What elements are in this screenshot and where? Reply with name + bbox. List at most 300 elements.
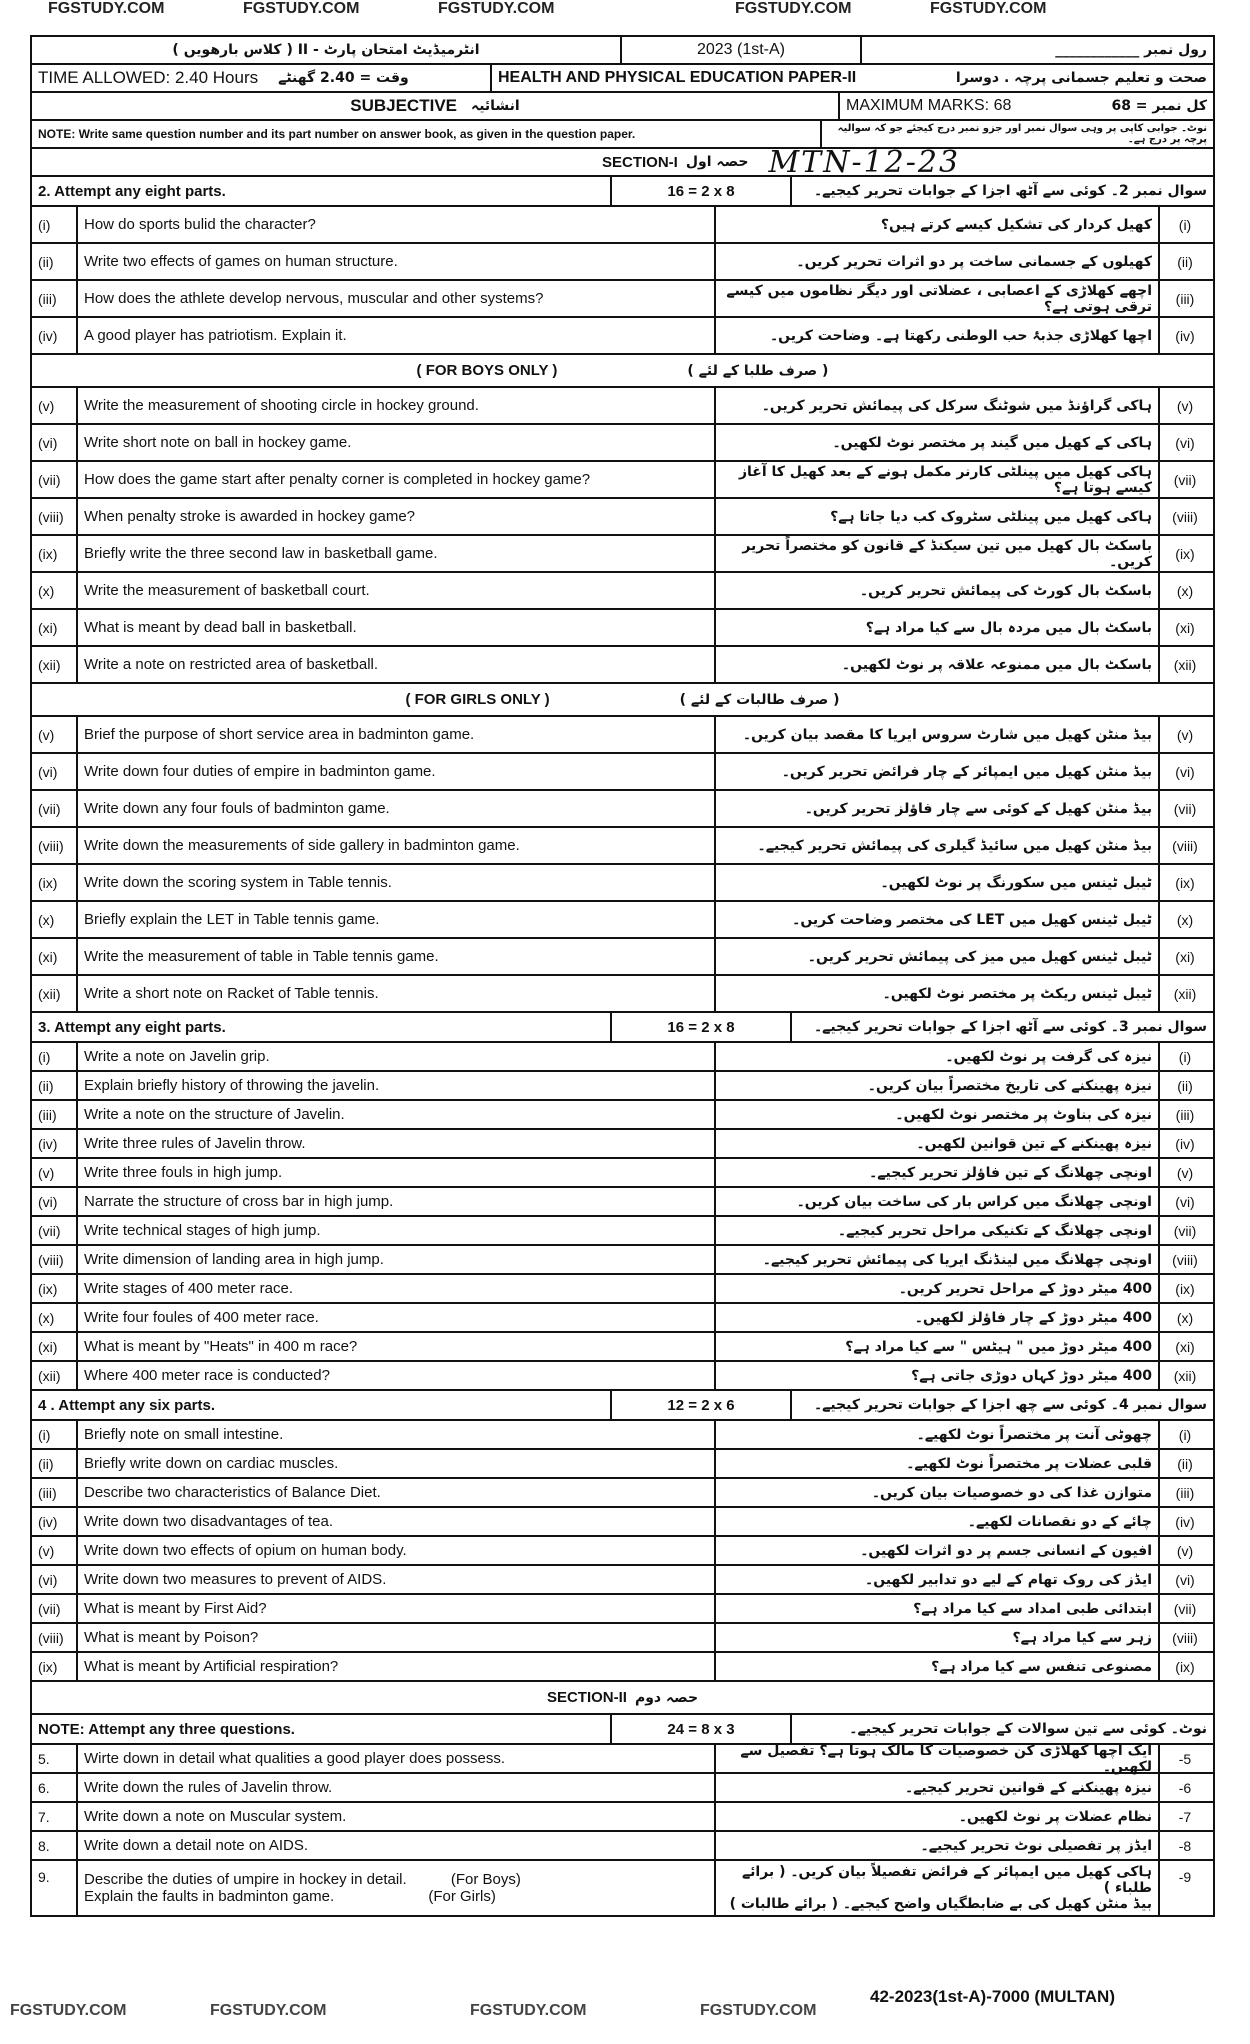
part-number: (xii) xyxy=(32,647,78,682)
boys-only-label: ( FOR BOYS ONLY ) xyxy=(416,362,558,379)
part-text-urdu: باسکٹ بال میں ممنوعہ علاقہ پر نوٹ لکھیں۔ xyxy=(716,647,1160,682)
part-text-english: Briefly write down on cardiac muscles. xyxy=(78,1450,716,1477)
part-text-english: Write the measurement of basketball court. xyxy=(78,573,716,608)
part-number: (vii) xyxy=(32,462,78,497)
part-text-urdu: بیڈ منٹن کھیل میں شارٹ سروس ایریا کا مقصد بیان کریں۔ xyxy=(716,717,1160,752)
part-number-urdu: (iii) xyxy=(1175,290,1195,307)
question-part-row xyxy=(30,1130,1215,1159)
q2-title: 2. Attempt any eight parts. xyxy=(32,177,612,205)
part-text-english: Briefly explain the LET in Table tennis game. xyxy=(78,902,716,937)
part-text-urdu: نیزہ کی گرفت پر نوٹ لکھیں۔ xyxy=(716,1043,1160,1070)
q3-title-urdu: سوال نمبر 3۔ کوئی سے آٹھ اجزا کے جوابات تحریر کیجیے۔ xyxy=(813,1019,1207,1035)
part-number-urdu: (viii) xyxy=(1172,1251,1198,1268)
part-number: (ix) xyxy=(32,865,78,900)
watermark-text: FGSTUDY.COM xyxy=(210,2002,327,2019)
exam-title-urdu: انٹرمیڈیٹ امتحان پارٹ - II ( کلاس بارھویں ) xyxy=(32,37,622,63)
subject-english: HEALTH AND PHYSICAL EDUCATION PAPER-II xyxy=(498,69,857,86)
q9-boys-urdu: ہاکی کھیل میں ایمپائر کے فرائض تفصیلاً بیان کریں۔ ( برائے طلباء ) xyxy=(741,1864,1152,1896)
part-number-urdu: (ix) xyxy=(1175,874,1195,891)
watermark-text: FGSTUDY.COM xyxy=(470,2002,587,2019)
question-part-row xyxy=(30,1188,1215,1217)
part-text-urdu: اچھے کھلاڑی کے اعصابی ، عضلاتی اور دیگر نظاموں میں کیسے ترقی ہوتی ہے؟ xyxy=(716,281,1160,316)
part-number-urdu: (i) xyxy=(1178,216,1192,233)
part-text-urdu: بیڈ منٹن کھیل میں ایمپائر کے چار فرائض تحریر کریں۔ xyxy=(716,754,1160,789)
max-marks-urdu: کل نمبر = 68 xyxy=(1111,98,1207,114)
part-text-english: Write a note on the structure of Javelin. xyxy=(78,1101,716,1128)
part-text-english: Write four foules of 400 meter race. xyxy=(78,1304,716,1331)
watermark-text: FGSTUDY.COM xyxy=(700,2002,817,2019)
q9-urdu xyxy=(716,1861,1160,1915)
part-number-urdu: (ii) xyxy=(1177,1455,1193,1472)
part-text-urdu: اونچی چھلانگ کے تین فاؤلز تحریر کیجیے۔ xyxy=(716,1159,1160,1186)
question-part-row xyxy=(30,1537,1215,1566)
section-2-marks: 24 = 8 x 3 xyxy=(612,1715,792,1743)
part-number-urdu: (vii) xyxy=(1173,800,1197,817)
part-number: (x) xyxy=(32,1304,78,1331)
part-number-urdu: -5 xyxy=(1178,1750,1192,1767)
part-number-urdu: (vii) xyxy=(1173,1600,1197,1617)
part-text-urdu: اونچی چھلانگ میں لینڈنگ ایریا کی پیمائش تحریر کیجیے۔ xyxy=(716,1246,1160,1273)
boys-only-label-urdu: ( صرف طلبا کے لئے ) xyxy=(687,362,829,379)
part-number-urdu: (xii) xyxy=(1173,656,1197,673)
part-number-urdu: (xi) xyxy=(1175,948,1195,965)
part-number: (v) xyxy=(32,388,78,423)
part-text-urdu: باسکٹ بال کورٹ کی پیمائش تحریر کریں۔ xyxy=(716,573,1160,608)
section-1-en: SECTION-I xyxy=(602,153,678,171)
part-number: (i) xyxy=(32,207,78,242)
section-2-note-urdu: نوٹ۔ کوئی سے تین سوالات کے جوابات تحریر کیجیے۔ xyxy=(849,1721,1207,1737)
q3-marks: 16 = 2 x 8 xyxy=(612,1013,792,1041)
part-text-urdu: ٹیبل ٹینس کھیل میں میز کی پیمائش تحریر کریں۔ xyxy=(716,939,1160,974)
roll-number-field[interactable]: رول نمبر ____________ xyxy=(1055,42,1207,58)
part-text-urdu: چائے کے دو نقصانات لکھیے۔ xyxy=(716,1508,1160,1535)
part-number: (ix) xyxy=(32,1275,78,1302)
part-text-english: Write a short note on Racket of Table tennis. xyxy=(78,976,716,1011)
part-text-english: What is meant by Artificial respiration? xyxy=(78,1653,716,1680)
part-text-english: Briefly note on small intestine. xyxy=(78,1421,716,1448)
subjective-label xyxy=(32,93,840,119)
part-text-urdu: ایڈز کی روک تھام کے لیے دو تدابیر لکھیں۔ xyxy=(716,1566,1160,1593)
part-number-urdu: (xi) xyxy=(1175,619,1195,636)
part-number: (v) xyxy=(32,1537,78,1564)
q9-girls-urdu: بیڈ منٹن کھیل کی بے ضابطگیاں واضح کیجیے۔ ( برائے طالبات ) xyxy=(729,1896,1152,1912)
note-urdu: نوٹ۔ جوابی کاپی پر وہی سوال نمبر اور جزو نمبر درج کیجئے جو کہ سوالیہ پرچہ پر درج ہے۔ xyxy=(837,123,1207,145)
part-number-urdu: (vi) xyxy=(1175,1193,1195,1210)
question-part-row xyxy=(30,1803,1215,1832)
part-text-english: Write the measurement of table in Table tennis game. xyxy=(78,939,716,974)
part-text-urdu: ٹیبل ٹینس میں سکورنگ پر نوٹ لکھیں۔ xyxy=(716,865,1160,900)
question-part-row xyxy=(30,1653,1215,1682)
part-number: (iii) xyxy=(32,1101,78,1128)
q4-title: 4 . Attempt any six parts. xyxy=(32,1391,612,1419)
part-number: (iv) xyxy=(32,1508,78,1535)
part-text-urdu: باسکٹ بال میں مردہ بال سے کیا مراد ہے؟ xyxy=(716,610,1160,645)
question-part-row xyxy=(30,939,1215,976)
q9-girls-tag: (For Girls) xyxy=(428,1888,496,1905)
subject-urdu: صحت و تعلیم جسمانی پرچہ . دوسرا xyxy=(955,70,1207,86)
part-number: 8. xyxy=(32,1832,78,1859)
question-part-row xyxy=(30,865,1215,902)
watermark-text: FGSTUDY.COM xyxy=(48,0,165,17)
note-english: NOTE: Write same question number and its part number on answer book, as given in the question paper. xyxy=(32,121,822,147)
part-text-english: Write down four duties of empire in badminton game. xyxy=(78,754,716,789)
part-text-urdu: ہاکی کھیل میں پینلٹی سٹروک کب دیا جاتا ہے؟ xyxy=(716,499,1160,534)
part-text-english: Briefly write the three second law in basketball game. xyxy=(78,536,716,571)
q3-header xyxy=(30,1013,1215,1043)
part-number: (ix) xyxy=(32,536,78,571)
part-text-urdu: ہاکی کے کھیل میں گیند پر مختصر نوٹ لکھیں۔ xyxy=(716,425,1160,460)
part-text-english: Write the measurement of shooting circle in hockey ground. xyxy=(78,388,716,423)
question-part-row xyxy=(30,425,1215,462)
section-2-questions-list xyxy=(30,1742,1215,1861)
part-number-urdu: (iv) xyxy=(1175,1513,1195,1530)
part-number: (vi) xyxy=(32,425,78,460)
watermark-text: FGSTUDY.COM xyxy=(438,0,555,17)
part-number-urdu: (v) xyxy=(1176,1164,1194,1181)
part-text-english: Write technical stages of high jump. xyxy=(78,1217,716,1244)
section-1-header xyxy=(30,144,1215,180)
part-text-english: How does the game start after penalty corner is completed in hockey game? xyxy=(78,462,716,497)
part-number: (xii) xyxy=(32,1362,78,1389)
girls-only-header xyxy=(30,684,1215,717)
part-number-urdu: (ii) xyxy=(1177,1077,1193,1094)
part-text-english: Where 400 meter race is conducted? xyxy=(78,1362,716,1389)
question-part-row xyxy=(30,1246,1215,1275)
question-part-row xyxy=(30,1333,1215,1362)
q9-number: 9. xyxy=(32,1861,78,1915)
time-allowed-urdu: وقت = 2.40 گھنٹے xyxy=(278,70,409,86)
part-text-english: What is meant by dead ball in basketball. xyxy=(78,610,716,645)
part-number: (viii) xyxy=(32,499,78,534)
subjective-en: SUBJECTIVE xyxy=(350,96,457,115)
part-text-urdu: بیڈ منٹن کھیل کے کوئی سے چار فاؤلز تحریر کریں۔ xyxy=(716,791,1160,826)
part-text-english: Write down the measurements of side gallery in badminton game. xyxy=(78,828,716,863)
q2-header xyxy=(30,177,1215,207)
q9-girls-text: Explain the faults in badminton game. xyxy=(84,1888,335,1905)
part-text-urdu: 400 میٹر دوڑ کے مراحل تحریر کریں۔ xyxy=(716,1275,1160,1302)
part-number-urdu: (ix) xyxy=(1175,545,1195,562)
part-number: (x) xyxy=(32,902,78,937)
part-number: (ii) xyxy=(32,1450,78,1477)
part-number-urdu: (ii) xyxy=(1177,253,1193,270)
part-number: (xii) xyxy=(32,976,78,1011)
part-text-urdu: ایڈز پر تفصیلی نوٹ تحریر کیجیے۔ xyxy=(716,1832,1160,1859)
q9-urdu-number: -9 xyxy=(1178,1869,1192,1885)
part-number: (viii) xyxy=(32,828,78,863)
part-text-urdu: کھیلوں کے جسمانی ساخت پر دو اثرات تحریر کریں۔ xyxy=(716,244,1160,279)
question-part-row xyxy=(30,1508,1215,1537)
part-text-english: When penalty stroke is awarded in hockey game? xyxy=(78,499,716,534)
part-number-urdu: -8 xyxy=(1178,1837,1192,1854)
part-number: (xi) xyxy=(32,939,78,974)
question-part-row xyxy=(30,1566,1215,1595)
q2-boys-list xyxy=(30,388,1215,684)
part-number: (x) xyxy=(32,573,78,608)
question-part-row xyxy=(30,976,1215,1013)
part-number: (vi) xyxy=(32,1566,78,1593)
q9-boys-line xyxy=(84,1871,521,1888)
question-part-row xyxy=(30,1421,1215,1450)
part-text-english: Write down the scoring system in Table tennis. xyxy=(78,865,716,900)
part-number: (iv) xyxy=(32,1130,78,1157)
part-number-urdu: (v) xyxy=(1176,397,1194,414)
part-number: (ii) xyxy=(32,1072,78,1099)
part-text-english: Write down a note on Muscular system. xyxy=(78,1803,716,1830)
question-part-row xyxy=(30,902,1215,939)
question-part-row xyxy=(30,1450,1215,1479)
part-number: (iii) xyxy=(32,281,78,316)
part-text-english: Write dimension of landing area in high jump. xyxy=(78,1246,716,1273)
question-part-row xyxy=(30,573,1215,610)
part-text-urdu: 400 میٹر دوڑ کے چار فاؤلز لکھیں۔ xyxy=(716,1304,1160,1331)
part-text-english: Brief the purpose of short service area in badminton game. xyxy=(78,717,716,752)
exam-paper xyxy=(30,35,1215,1917)
q9-english xyxy=(78,1861,716,1915)
part-text-english: Write a note on Javelin grip. xyxy=(78,1043,716,1070)
part-number-urdu: (vi) xyxy=(1175,763,1195,780)
part-text-english: A good player has patriotism. Explain it. xyxy=(78,318,716,353)
part-text-english: What is meant by First Aid? xyxy=(78,1595,716,1622)
part-text-english: What is meant by "Heats" in 400 m race? xyxy=(78,1333,716,1360)
part-text-english: How do sports bulid the character? xyxy=(78,207,716,242)
part-text-urdu: زہر سے کیا مراد ہے؟ xyxy=(716,1624,1160,1651)
part-text-english: How does the athlete develop nervous, muscular and other systems? xyxy=(78,281,716,316)
part-text-urdu: ہاکی کھیل میں پینلٹی کارنر مکمل ہونے کے بعد کھیل کا آغاز کیسے ہوتا ہے؟ xyxy=(716,462,1160,497)
part-number: 7. xyxy=(32,1803,78,1830)
part-text-english: Write a note on restricted area of basketball. xyxy=(78,647,716,682)
question-part-row xyxy=(30,1217,1215,1246)
part-number: (iii) xyxy=(32,1479,78,1506)
part-text-urdu: ہاکی گراؤنڈ میں شوٹنگ سرکل کی پیمائش تحریر کریں۔ xyxy=(716,388,1160,423)
question-part-row xyxy=(30,754,1215,791)
year-session: 2023 (1st-A) xyxy=(622,37,862,63)
part-text-urdu: ٹیبل ٹینس کھیل میں LET کی مختصر وضاحت کریں۔ xyxy=(716,902,1160,937)
part-text-urdu: ٹیبل ٹینس ریکٹ پر مختصر نوٹ لکھیں۔ xyxy=(716,976,1160,1011)
section-2-header xyxy=(30,1682,1215,1715)
part-text-urdu: اونچی چھلانگ میں کراس بار کی ساخت بیان کریں۔ xyxy=(716,1188,1160,1215)
girls-only-label-urdu: ( صرف طالبات کے لئے ) xyxy=(679,691,840,708)
question-part-row xyxy=(30,1595,1215,1624)
maximum-marks xyxy=(840,93,1213,119)
max-marks-en: MAXIMUM MARKS: 68 xyxy=(846,97,1012,114)
part-text-english: Explain briefly history of throwing the javelin. xyxy=(78,1072,716,1099)
part-text-english: Write down two effects of opium on human body. xyxy=(78,1537,716,1564)
question-part-row xyxy=(30,1159,1215,1188)
part-number-urdu: (vii) xyxy=(1173,471,1197,488)
part-text-english: Write down two disadvantages of tea. xyxy=(78,1508,716,1535)
part-number-urdu: (xii) xyxy=(1173,1367,1197,1384)
part-number: (v) xyxy=(32,1159,78,1186)
section-2-en: SECTION-II xyxy=(546,1689,627,1706)
part-number-urdu: (v) xyxy=(1176,726,1194,743)
q9-girls-line xyxy=(84,1888,496,1905)
part-text-english: Write down the rules of Javelin throw. xyxy=(78,1774,716,1801)
part-number: (i) xyxy=(32,1043,78,1070)
part-number-urdu: (iii) xyxy=(1175,1106,1195,1123)
part-number: (iv) xyxy=(32,318,78,353)
part-text-urdu: نیزہ کی بناوٹ پر مختصر نوٹ لکھیں۔ xyxy=(716,1101,1160,1128)
part-number: 5. xyxy=(32,1745,78,1772)
part-number: (xi) xyxy=(32,1333,78,1360)
part-number-urdu: (iv) xyxy=(1175,327,1195,344)
part-number-urdu: (v) xyxy=(1176,1542,1194,1559)
part-number: (vi) xyxy=(32,1188,78,1215)
question-part-row xyxy=(30,388,1215,425)
part-text-urdu: نظام عضلات پر نوٹ لکھیں۔ xyxy=(716,1803,1160,1830)
part-text-english: Write down two measures to prevent of AIDS. xyxy=(78,1566,716,1593)
part-number: (vii) xyxy=(32,791,78,826)
section-2-urdu: حصہ دوم xyxy=(634,1689,699,1706)
part-text-english: Write short note on ball in hockey game. xyxy=(78,425,716,460)
part-number-urdu: -7 xyxy=(1178,1808,1192,1825)
girls-only-label-wrap xyxy=(32,684,1213,715)
part-number: (viii) xyxy=(32,1246,78,1273)
part-text-english: Write down any four fouls of badminton game. xyxy=(78,791,716,826)
header-row-subject xyxy=(30,65,1215,93)
watermark-text: FGSTUDY.COM xyxy=(930,0,1047,17)
q4-parts-list xyxy=(30,1421,1215,1682)
watermark-text: FGSTUDY.COM xyxy=(10,2002,127,2019)
boys-only-header xyxy=(30,355,1215,388)
part-number: (vii) xyxy=(32,1595,78,1622)
question-part-row xyxy=(30,1624,1215,1653)
q2-parts-list xyxy=(30,207,1215,355)
part-number-urdu: (xi) xyxy=(1175,1338,1195,1355)
q9-boys-text: Describe the duties of umpire in hockey in detail. xyxy=(84,1871,407,1888)
section-2-note-row xyxy=(30,1715,1215,1745)
boys-only-label-wrap xyxy=(32,355,1213,386)
section-2-label-wrap xyxy=(32,1682,1213,1713)
question-part-row xyxy=(30,207,1215,244)
question-part-row xyxy=(30,1362,1215,1391)
part-text-english: Describe two characteristics of Balance Diet. xyxy=(78,1479,716,1506)
question-part-row xyxy=(30,499,1215,536)
part-number: 6. xyxy=(32,1774,78,1801)
part-text-urdu: اونچی چھلانگ کے تکنیکی مراحل تحریر کیجیے۔ xyxy=(716,1217,1160,1244)
part-text-urdu: نیزہ پھینکنے کے تین قوانین لکھیں۔ xyxy=(716,1130,1160,1157)
part-number-urdu: (i) xyxy=(1178,1426,1192,1443)
part-text-english: Write down a detail note on AIDS. xyxy=(78,1832,716,1859)
part-text-english: Write three fouls in high jump. xyxy=(78,1159,716,1186)
part-number-urdu: (iv) xyxy=(1175,1135,1195,1152)
part-text-urdu: باسکٹ بال کھیل میں تین سیکنڈ کے قانون کو مختصراً تحریر کریں۔ xyxy=(716,536,1160,571)
question-part-row xyxy=(30,281,1215,318)
handwritten-code: MTN-12-23 xyxy=(768,144,961,180)
part-number-urdu: (x) xyxy=(1176,1309,1194,1326)
part-number-urdu: (vi) xyxy=(1175,434,1195,451)
part-number: (vii) xyxy=(32,1217,78,1244)
part-number-urdu: (vi) xyxy=(1175,1571,1195,1588)
question-part-row xyxy=(30,1072,1215,1101)
part-number-urdu: (vii) xyxy=(1173,1222,1197,1239)
question-part-row xyxy=(30,647,1215,684)
part-number: (ii) xyxy=(32,244,78,279)
part-text-urdu: بیڈ منٹن کھیل میں سائیڈ گیلری کی پیمائش تحریر کیجیے۔ xyxy=(716,828,1160,863)
watermark-text: FGSTUDY.COM xyxy=(243,0,360,17)
question-part-row xyxy=(30,244,1215,281)
question-part-row xyxy=(30,791,1215,828)
question-part-row xyxy=(30,536,1215,573)
part-number: (vi) xyxy=(32,754,78,789)
section-1-urdu: حصہ اول xyxy=(685,154,749,170)
q9-boys-tag: (For Boys) xyxy=(450,1871,521,1888)
question-part-row xyxy=(30,1043,1215,1072)
part-text-urdu: نیزہ پھینکنے کی تاریخ مختصراً بیان کریں۔ xyxy=(716,1072,1160,1099)
question-part-row xyxy=(30,1479,1215,1508)
part-text-urdu: ابتدائی طبی امداد سے کیا مراد ہے؟ xyxy=(716,1595,1160,1622)
question-part-row xyxy=(30,1832,1215,1861)
question-part-row xyxy=(30,462,1215,499)
question-part-row xyxy=(30,1304,1215,1333)
part-number-urdu: (viii) xyxy=(1172,837,1198,854)
part-text-urdu: اچھا کھلاڑی جذبۂ حب الوطنی رکھتا ہے۔ وضاحت کریں۔ xyxy=(716,318,1160,353)
q2-title-urdu: سوال نمبر 2۔ کوئی سے آٹھ اجزا کے جوابات تحریر کیجیے۔ xyxy=(813,183,1207,199)
watermark-text: FGSTUDY.COM xyxy=(735,0,852,17)
section-2-note: NOTE: Attempt any three questions. xyxy=(32,1715,612,1743)
q4-title-urdu: سوال نمبر 4۔ کوئی سے چھ اجزا کے جوابات تحریر کیجیے۔ xyxy=(813,1397,1207,1413)
part-number-urdu: (iii) xyxy=(1175,1484,1195,1501)
part-text-urdu: ایک اچھا کھلاڑی کن خصوصیات کا مالک ہوتا ہے؟ تفصیل سے لکھیں۔ xyxy=(716,1745,1160,1772)
time-allowed xyxy=(32,65,492,91)
part-text-urdu: نیزہ پھینکنے کے قوانین تحریر کیجیے۔ xyxy=(716,1774,1160,1801)
part-text-english: What is meant by Poison? xyxy=(78,1624,716,1651)
part-number-urdu: (viii) xyxy=(1172,508,1198,525)
part-number-urdu: (ix) xyxy=(1175,1280,1195,1297)
question-part-row xyxy=(30,1774,1215,1803)
part-number-urdu: (x) xyxy=(1176,582,1194,599)
part-number: (viii) xyxy=(32,1624,78,1651)
part-text-urdu: مصنوعی تنفس سے کیا مراد ہے؟ xyxy=(716,1653,1160,1680)
part-number-urdu: (i) xyxy=(1178,1048,1192,1065)
q4-header xyxy=(30,1391,1215,1421)
part-text-english: Wirte down in detail what qualities a good player does possess. xyxy=(78,1745,716,1772)
question-part-row xyxy=(30,1275,1215,1304)
part-number: (v) xyxy=(32,717,78,752)
part-number-urdu: (ix) xyxy=(1175,1658,1195,1675)
part-number-urdu: -6 xyxy=(1178,1779,1192,1796)
subject-title xyxy=(492,65,1213,91)
header-row-marks xyxy=(30,93,1215,121)
part-number-urdu: (viii) xyxy=(1172,1629,1198,1646)
part-number-urdu: (xii) xyxy=(1173,985,1197,1002)
part-text-urdu: قلبی عضلات پر مختصراً نوٹ لکھیے۔ xyxy=(716,1450,1160,1477)
question-part-row xyxy=(30,828,1215,865)
part-text-urdu: 400 میٹر دوڑ میں " ہیٹس " سے کیا مراد ہے؟ xyxy=(716,1333,1160,1360)
subjective-urdu: انشائیہ xyxy=(471,98,520,114)
question-part-row xyxy=(30,318,1215,355)
part-text-urdu: متوازن غذا کی دو خصوصیات بیان کریں۔ xyxy=(716,1479,1160,1506)
part-number: (xi) xyxy=(32,610,78,645)
q3-parts-list xyxy=(30,1043,1215,1391)
question-part-row xyxy=(30,717,1215,754)
part-number-urdu: (x) xyxy=(1176,911,1194,928)
section-1-label xyxy=(32,144,1213,180)
part-text-urdu: کھیل کردار کی تشکیل کیسے کرتے ہیں؟ xyxy=(716,207,1160,242)
q3-title: 3. Attempt any eight parts. xyxy=(32,1013,612,1041)
question-9-row xyxy=(30,1861,1215,1917)
question-part-row xyxy=(30,610,1215,647)
part-number: (i) xyxy=(32,1421,78,1448)
part-text-urdu: افیون کے انسانی جسم پر دو اثرات لکھیں۔ xyxy=(716,1537,1160,1564)
part-text-english: Narrate the structure of cross bar in high jump. xyxy=(78,1188,716,1215)
part-text-english: Write two effects of games on human structure. xyxy=(78,244,716,279)
part-text-urdu: 400 میٹر دوڑ کہاں دوڑی جاتی ہے؟ xyxy=(716,1362,1160,1389)
question-part-row xyxy=(30,1742,1215,1775)
q2-marks: 16 = 2 x 8 xyxy=(612,177,792,205)
header-row-exam xyxy=(30,35,1215,65)
girls-only-label: ( FOR GIRLS ONLY ) xyxy=(405,691,550,708)
part-text-english: Write stages of 400 meter race. xyxy=(78,1275,716,1302)
